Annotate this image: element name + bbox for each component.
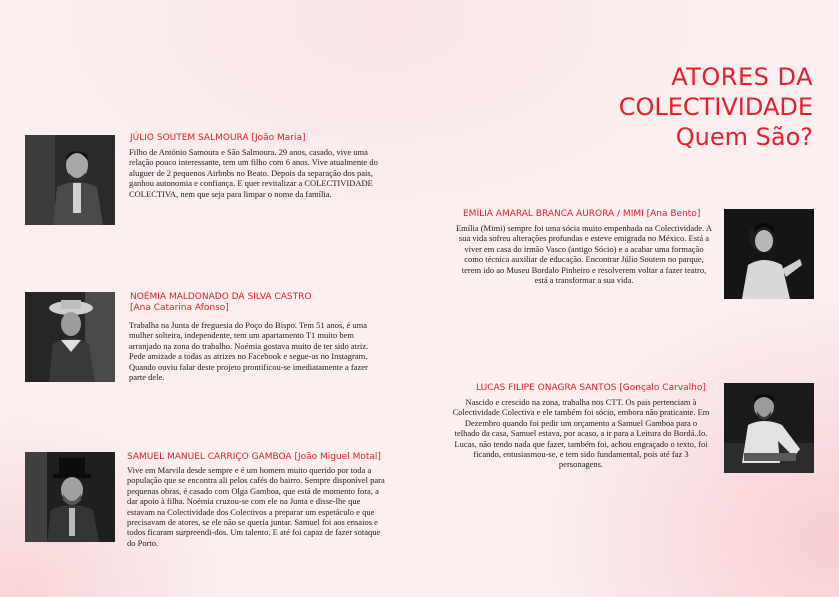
- actor-bio-samuel: Vive em Marvila desde sempre e é um homem muito querido por toda a população que se encontra ali pelos cafés do bairro. Sempre disponível para pequenas obras, é casado com Olga Gamboa, que está de momento fora, a dar apoio à filha. Noémia cruzou-se com ele na Junta e disse-lhe que estavam na Colectividade dos Colectivos a preparar um espetáculo e que precisavam de atores, se ele não se queria juntar. Samuel foi aos ensaios e todos ficaram surpreendi-dos. Um talento. E até foi capaz de fazer sotaque do Porto.: [127, 465, 385, 548]
- photo-noemia: [25, 292, 115, 382]
- actor-bio-lucas: Nascido e crescido na zona, trabalha nos CTT. Os pais pertenciam à Colectividade Colectiva e ele também foi sócio, embora não praticante. Em Dezembro quando foi pedir um orçamento a Samuel Gamboa para o telhado da casa, Samuel estava, por acaso, a ir para a Leitura do Bordá..lo. Lucas, não tendo nada que fazer, também foi, achou engraçado o texto, foi ficando, entusiasmou-se, e tem sido fundamental, pois até faz 3 personagens.: [452, 397, 710, 470]
- actor-name-emilia: EMÍLIA AMARAL BRANCA AURORA / MIMI [Ana Bento]: [463, 209, 701, 219]
- photo-samuel: [25, 452, 115, 542]
- title-line-3: Quem São?: [675, 123, 813, 151]
- actor-name-lucas: LUCAS FILIPE ONAGRA SANTOS [Gonçalo Carvalho]: [476, 383, 706, 393]
- actor-bio-julio: Filho de António Samoura e São Salmoura. 29 anos, casado, vive uma relação pouco interessante, tem um filho com 6 anos. Vive atualmente do aluguer de 2 pequenos Airbnbs no Beato. Depois da separação dos pais, ganhou autonomia e confiança. E quer revitalizar a COLECTIVIDADE COLECTIVA, nem que seja para limpar o nome da família.: [129, 147, 378, 199]
- actor-name-julio: JÚLIO SOUTEM SALMOURA [João Maria]: [130, 133, 306, 143]
- photo-emilia: [724, 209, 814, 299]
- photo-lucas: [724, 383, 814, 473]
- title-line-2: COLECTIVIDADE: [618, 93, 813, 121]
- title-line-1: ATORES DA: [671, 63, 813, 91]
- actor-name-samuel: SAMUEL MANUEL CARRIÇO GAMBOA [João Miguel Motal]: [127, 452, 381, 462]
- page-title: [513, 62, 813, 152]
- actor-bio-noemia: Trabalha na Junta de freguesia do Poço do Bispo. Tem 51 anos, é uma mulher solteira, independente, tem um apartamento T1 muito bem arranjado na zona do trabalho. Noémia gostava muito de ter sido atriz. Pede amizade a todas as atrizes no Facebook e segue-as no Instagram. Quando ouviu falar deste projeto prontificou-se imediatamente a fazer parte dele.: [129, 320, 369, 383]
- actor-name-noemia-role: [Ana Catarina Afonso]: [130, 303, 229, 313]
- photo-julio: [25, 135, 115, 225]
- actor-bio-emilia: Emília (Mimi) sempre foi uma sócia muito empenhada na Colectividade. A sua vida sofreu alterações profundas e esteve emigrada no México. Está a viver em casa do irmão Vasco (antigo Sócio) e a acabar uma formação como técnica auxiliar de educação. Encontrar Júlio Soutem no parque, terem ido ao Museu Bordalo Pinheiro e resolverem voltar a fazer teatro, está a transformar a sua vida.: [455, 223, 713, 286]
- actor-name-noemia: NOÉMIA MALDONADO DA SILVA CASTRO: [130, 292, 312, 302]
